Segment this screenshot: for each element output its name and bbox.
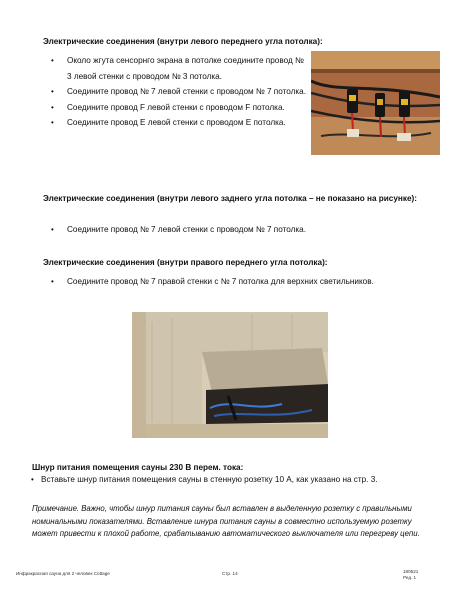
bullet-list-rear-left: [39, 222, 439, 238]
section-heading-front-left: Электрические соединения (внутри левого переднего угла потолка):: [43, 37, 323, 46]
footer-product-name: Инфракрасная сауна для 2 человек Cottage: [16, 571, 110, 576]
bullet-list-front-right: [39, 274, 449, 290]
footer-revision: Ред. 1: [403, 575, 417, 580]
section-heading-rear-left: Электрические соединения (внутри левого заднего угла потолка – не показано на рисунке):: [43, 194, 417, 203]
list-item: • Соедините провод E левой стенки с проводом E потолка.: [39, 115, 307, 131]
section-heading-front-right: Электрические соединения (внутри правого переднего угла потолка):: [43, 258, 328, 267]
section-heading-power-cord: Шнур питания помещения сауны 230 В перем. тока:: [32, 463, 244, 472]
important-note: Примечание. Важно, чтобы шнур питания сауны был вставлен в выделенную розетку с правильными номинальными показателями. Вставление шнура питания сауны в совместно используемую розетку может привести к плохой работе, срабатыванию автоматического выключателя или перегреву цепи.: [32, 504, 420, 539]
wire-connectors-photo: [311, 51, 440, 155]
list-item: • Соедините провод F левой стенки с проводом F потолка.: [39, 100, 307, 116]
list-item: • Соедините провод № 7 правой стенки с № 7 потолка для верхних светильников.: [39, 274, 449, 290]
list-item: • Вставьте шнур питания помещения сауны в стенную розетку 10 А, как указано на стр. 3.: [19, 472, 449, 488]
footer-doc-code: 180521: [403, 569, 419, 574]
list-item: • Около жгута сенсорнго экрана в потолке соедините провод № 3 левой стенки с проводом № 3 потолка.: [39, 53, 307, 84]
list-item: • Соедините провод № 7 левой стенки с проводом № 7 потолка.: [39, 84, 307, 100]
bullet-list-front-left: [39, 53, 307, 131]
list-item: • Соедините провод № 7 левой стенки с проводом № 7 потолка.: [39, 222, 439, 238]
ceiling-opening-photo: [132, 312, 328, 438]
bullet-list-power-cord: [19, 472, 449, 488]
footer-page-number: Стр. 14: [222, 571, 238, 576]
